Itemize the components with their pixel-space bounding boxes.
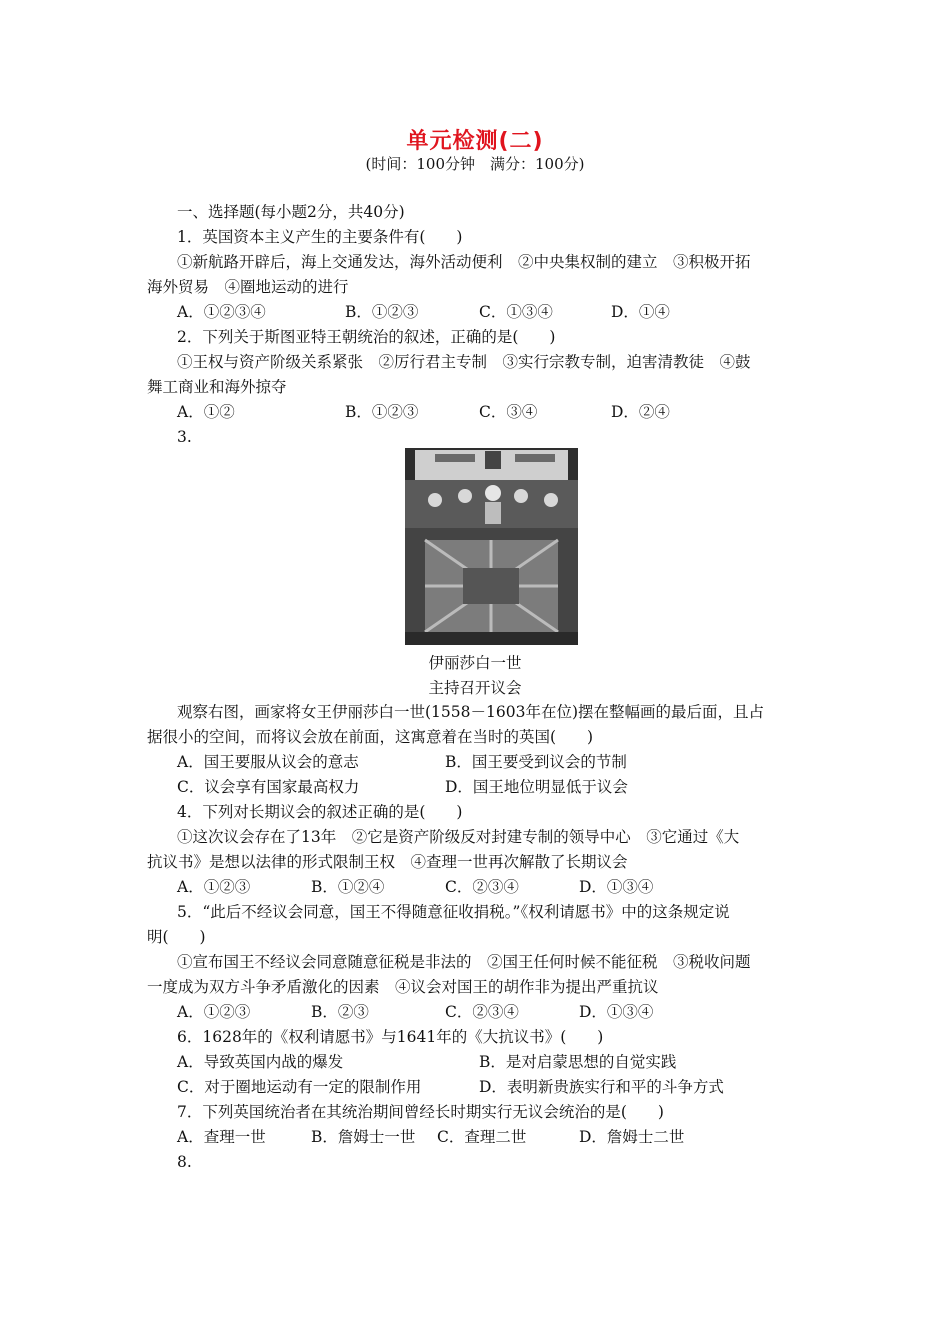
q1-option-a: A．①②③④ <box>177 303 266 321</box>
q3-stem: 观察右图，画家将女王伊丽莎白一世(1558－1603年在位)摆在整幅画的最后面，且占 <box>177 703 764 721</box>
figure-caption-line2: 主持召开议会 <box>428 679 522 697</box>
q3-option-c: C．议会享有国家最高权力 <box>177 778 360 796</box>
q5-statements-cont: 一度成为双方斗争矛盾激化的因素 ④议会对国王的胡作非为提出严重抗议 <box>147 978 659 996</box>
page-title: 单元检测(二) <box>406 129 544 154</box>
q5-stem: 5．“此后不经议会同意，国王不得随意征收捐税。”《权利请愿书》中的这条规定说 <box>177 903 730 921</box>
q7-option-b: B．詹姆士一世 <box>311 1128 416 1146</box>
q3-number: 3. <box>177 428 192 446</box>
q7-option-a: A．查理一世 <box>177 1128 266 1146</box>
q7-option-c: C．查理二世 <box>437 1128 527 1146</box>
q2-statements-cont: 舞工商业和海外掠夺 <box>147 378 287 396</box>
section-heading: 一、选择题(每小题2分，共40分) <box>177 203 405 221</box>
exam-info: (时间：100分钟 满分：100分) <box>365 155 585 173</box>
q8-number: 8. <box>177 1153 192 1171</box>
q2-statements: ①王权与资产阶级关系紧张 ②厉行君主专制 ③实行宗教专制，迫害清教徒 ④鼓 <box>177 353 751 371</box>
q2-option-a: A．①② <box>177 403 235 421</box>
q4-option-b: B．①②④ <box>311 878 385 896</box>
q1-statements: ①新航路开辟后，海上交通发达，海外活动便利 ②中央集权制的建立 ③积极开拓 <box>177 253 751 271</box>
q7-stem: 7．下列英国统治者在其统治期间曾经长时期实行无议会统治的是( ) <box>177 1103 664 1121</box>
parliament-illustration <box>405 448 578 645</box>
q4-stem: 4．下列对长期议会的叙述正确的是( ) <box>177 803 463 821</box>
q5-stem-cont: 明( ) <box>147 928 206 946</box>
q3-stem-cont: 据很小的空间，而将议会放在前面，这寓意着在当时的英国( ) <box>147 728 594 746</box>
q1-option-d: D．①④ <box>611 303 670 321</box>
q6-option-a: A．导致英国内战的爆发 <box>177 1053 344 1071</box>
q1-option-b: B．①②③ <box>345 303 419 321</box>
q3-option-d: D．国王地位明显低于议会 <box>445 778 628 796</box>
q2-option-d: D．②④ <box>611 403 670 421</box>
q4-statements-cont: 抗议书》是想以法律的形式限制王权 ④查理一世再次解散了长期议会 <box>147 853 628 871</box>
q6-option-b: B．是对启蒙思想的自觉实践 <box>479 1053 677 1071</box>
q4-statements: ①这次议会存在了13年 ②它是资产阶级反对封建专制的领导中心 ③它通过《大 <box>177 828 740 846</box>
q7-option-d: D．詹姆士二世 <box>579 1128 685 1146</box>
q5-option-a: A．①②③ <box>177 1003 251 1021</box>
q1-statements-cont: 海外贸易 ④圈地运动的进行 <box>147 278 349 296</box>
q6-option-d: D．表明新贵族实行和平的斗争方式 <box>479 1078 724 1096</box>
q6-stem: 6．1628年的《权利请愿书》与1641年的《大抗议书》( ) <box>177 1028 604 1046</box>
q1-stem: 1．英国资本主义产生的主要条件有( ) <box>177 228 463 246</box>
q2-option-c: C．③④ <box>479 403 538 421</box>
q4-option-a: A．①②③ <box>177 878 251 896</box>
q2-option-b: B．①②③ <box>345 403 419 421</box>
figure-caption-line1: 伊丽莎白一世 <box>428 654 522 672</box>
q3-option-a: A．国王要服从议会的意志 <box>177 753 359 771</box>
q4-option-d: D．①③④ <box>579 878 654 896</box>
q2-stem: 2．下列关于斯图亚特王朝统治的叙述，正确的是( ) <box>177 328 556 346</box>
q3-option-b: B．国王要受到议会的节制 <box>445 753 627 771</box>
q5-option-c: C．②③④ <box>445 1003 519 1021</box>
q1-option-c: C．①③④ <box>479 303 553 321</box>
q5-statements: ①宣布国王不经议会同意随意征税是非法的 ②国王任何时候不能征税 ③税收问题 <box>177 953 751 971</box>
q6-option-c: C．对于圈地运动有一定的限制作用 <box>177 1078 422 1096</box>
q4-option-c: C．②③④ <box>445 878 519 896</box>
q5-option-b: B．②③ <box>311 1003 369 1021</box>
parliament-image <box>405 448 578 645</box>
q5-option-d: D．①③④ <box>579 1003 654 1021</box>
